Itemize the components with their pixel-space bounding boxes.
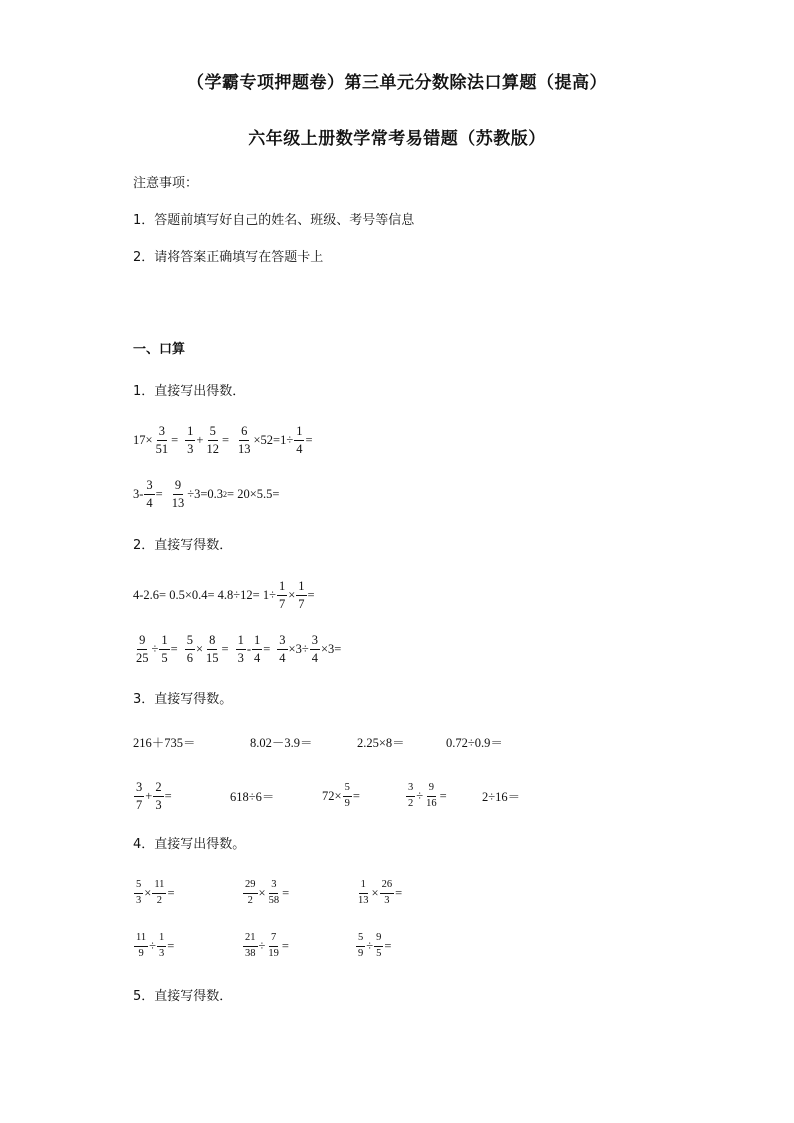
fraction: $\frac{1}{7}$ [298,579,305,611]
fraction: $\frac{5}{3}$ [136,879,142,906]
expr-text: = [155,486,163,501]
fraction: $\frac{5}{9}$ [358,932,364,959]
expr-text: = [170,641,178,656]
expr-text: × [371,885,379,900]
notice-item: 2．请将答案正确填写在答题卡上 [133,250,324,265]
page-subtitle: 六年级上册数学常考易错题（苏教版） [248,129,546,149]
expression-cell: 2.25×8＝ [357,736,405,750]
expression-cell: 2÷16＝ [482,790,521,804]
expr-text: - [246,641,251,656]
expr-text: × [144,885,152,900]
expr-text: = [395,885,403,900]
expr-text: ÷3=0.3 [187,486,224,501]
expr-text: = [282,885,290,900]
fraction: $\frac{8}{15}$ [206,633,219,665]
fraction: $\frac{7}{19}$ [268,932,279,959]
expr-text: = [263,641,271,656]
fraction: $\frac{3}{4}$ [311,633,318,665]
fraction: $\frac{3}{2}$ [408,782,414,809]
expr-text: ×3÷ [288,641,309,656]
fraction: $\frac{9}{16}$ [426,782,437,809]
fraction: $\frac{1}{3}$ [237,633,244,665]
fraction: $\frac{26}{3}$ [381,879,393,906]
notice-item: 1．答题前填写好自己的姓名、班级、考号等信息 [133,213,415,228]
fraction: $\frac{1}{3}$ [187,424,194,456]
fraction: $\frac{1}{4}$ [253,633,261,665]
expr-text: = [305,432,313,447]
fraction: $\frac{3}{7}$ [136,780,143,812]
expression-row [133,474,279,514]
fraction: $\frac{5}{9}$ [344,782,350,809]
expr-text: = 20×5.5= [227,486,280,501]
expr-text: ÷ [366,938,374,953]
expr-text: ÷ [149,938,156,953]
expression-cell: 216＋735＝ [133,736,196,750]
expression-cell [242,873,289,913]
expr-text: = [167,885,175,900]
expr-text: = [164,788,172,803]
fraction: $\frac{1}{7}$ [278,579,286,611]
fraction: $\frac{2}{3}$ [155,780,162,812]
question-label: 1．直接写出得数． [133,384,246,399]
notice-heading: 注意事项： [133,176,199,191]
expr-text: = [352,788,360,803]
fraction: $\frac{9}{5}$ [376,932,382,959]
expr-text: 72× [322,788,342,803]
expr-text: = [221,432,229,447]
fraction: $\frac{1}{13}$ [358,879,369,906]
expr-text: ×3= [320,641,342,656]
question-label: 2．直接写得数． [133,538,233,553]
expr-text: × [258,885,266,900]
expression-row [133,420,313,460]
question-label: 4．直接写出得数。 [133,837,246,852]
fraction: $\frac{3}{4}$ [146,478,153,510]
expr-text: ÷ [258,938,266,953]
expr-text: ÷ [151,641,159,656]
expr-text: = [307,587,315,602]
expression-cell [133,926,174,966]
expression-cell [133,873,175,913]
expr-text: 3- [133,486,144,501]
fraction: $\frac{21}{38}$ [245,932,256,959]
fraction: $\frac{1}{3}$ [159,932,165,959]
fraction: $\frac{5}{12}$ [206,424,219,456]
expression-cell [405,776,447,816]
fraction: $\frac{3}{4}$ [279,633,286,665]
expr-text: = [439,788,447,803]
expr-text: = [221,641,229,656]
expr-text: = [281,938,289,953]
fraction: $\frac{11}{2}$ [154,879,165,906]
section-heading: 一、口算 [133,342,186,357]
fraction: $\frac{5}{6}$ [186,633,193,665]
expression-cell [242,926,289,966]
fraction: $\frac{3}{58}$ [268,879,280,906]
expression-cell [322,776,360,816]
question-label: 5．直接写得数． [133,989,233,1004]
expr-text: = [384,938,392,953]
expression-cell: 0.72÷0.9＝ [446,736,503,750]
expr-text: + [196,432,204,447]
page-title: （学霸专项押题卷）第三单元分数除法口算题（提高） [187,73,607,93]
expr-text: = [167,938,175,953]
fraction: $\frac{3}{51}$ [155,424,169,456]
question-label: 3．直接写得数。 [133,692,233,707]
expr-text: = [171,432,179,447]
expression-cell [355,926,391,966]
fraction: $\frac{1}{4}$ [296,424,303,456]
expression-cell [133,776,172,816]
expression-cell: 8.02－3.9＝ [250,736,313,750]
expr-text: + [145,788,153,803]
fraction: $\frac{9}{13}$ [171,478,185,510]
fraction: $\frac{11}{9}$ [136,932,147,959]
expr-text: × [288,587,296,602]
fraction: $\frac{1}{5}$ [161,633,168,665]
fraction: $\frac{9}{25}$ [136,633,149,665]
expr-text: 17× [133,432,153,447]
fraction: $\frac{29}{2}$ [245,879,256,906]
expr-text: × [195,641,203,656]
expression-row [133,629,341,669]
expression-cell [355,873,402,913]
expr-text: ÷ [416,788,424,803]
fraction: $\frac{6}{13}$ [238,424,251,456]
exponent: 2 [223,489,228,499]
expression-cell: 618÷6＝ [230,790,275,804]
expr-text: ×52=1÷ [253,432,294,447]
expression-row [133,575,315,615]
expr-text: 4-2.6= 0.5×0.4= 4.8÷12= 1÷ [133,587,276,602]
